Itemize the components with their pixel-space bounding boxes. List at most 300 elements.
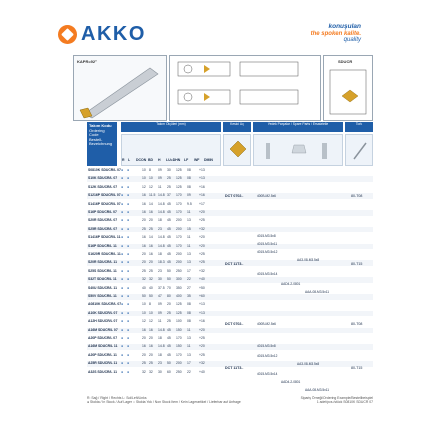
dim-value: +16: [199, 184, 205, 189]
ordering-code: S20R SDUCR/L 11: [88, 260, 117, 265]
dim-value: 08: [187, 184, 191, 189]
dim-value: 11: [187, 210, 191, 214]
insert-group-3: DCT 0702..: [225, 322, 244, 326]
dim-value: 11.5: [149, 193, 156, 198]
insert-position-icon: [324, 56, 372, 120]
dim-value: 11: [187, 243, 191, 248]
dim-value: 200: [176, 226, 182, 231]
dim-value: 10: [142, 176, 146, 181]
dim-value: 16: [149, 344, 153, 349]
dim-value: 15: [187, 226, 191, 231]
dim-value: 170: [176, 193, 182, 198]
stock-dot-icon: ●: [127, 260, 130, 265]
dim-value: 45: [167, 235, 171, 240]
dim-value: 125: [176, 302, 182, 307]
dim-value: 125: [176, 184, 182, 189]
table-row: [87, 235, 373, 241]
dim-value: 16: [149, 252, 153, 256]
stock-dot-icon: ●: [127, 302, 130, 307]
dim-value: 11: [187, 344, 191, 349]
dim-value: 09: [158, 168, 162, 172]
dim-value: 45: [167, 352, 171, 357]
dim-value: +16: [199, 319, 205, 324]
ordering-code: A20P SDUCR/L 07: [88, 336, 118, 340]
ordering-de: Bestell-Bezeichnung: [89, 136, 113, 147]
stock-dot-icon: ●: [121, 226, 124, 231]
dim-value: 70: [167, 285, 171, 290]
dim-value: 25: [167, 319, 171, 324]
spare-part: 400B-M2.5x6: [257, 194, 276, 198]
dim-value: 20: [149, 260, 153, 265]
dim-value: +25: [199, 336, 205, 340]
dim-value: 16: [142, 344, 146, 349]
stock-dot-icon: ●: [127, 193, 130, 198]
parts-header: Yedek Parçalar / Spare Parts / Ersatzteile: [253, 122, 343, 132]
stock-dot-icon: ●: [121, 369, 124, 374]
torque-group-3: 80-T08: [351, 322, 363, 326]
dim-value: 35: [187, 294, 191, 298]
ordering-code: S20R SDUCR/L 07: [88, 218, 118, 223]
footer-example-2: 1 adet/pcs./stück S0810K SDUCR 07: [316, 400, 373, 404]
dim-value: 12: [142, 319, 146, 324]
insert-group-4: DCT 11T3..: [225, 366, 244, 370]
spare-part: AA3-08-M3.5x8: [297, 362, 320, 366]
dim-value: 13: [187, 352, 191, 357]
insert-header: Kesici Uç: [223, 122, 251, 132]
dim-value: 14.8: [158, 193, 165, 198]
dim-value: 45: [167, 344, 171, 349]
spare-part: AAD4-2-0801: [281, 282, 301, 286]
kapr-label: KAPR=92°: [77, 59, 97, 64]
table-row: [87, 286, 373, 292]
dim-value: 8: [149, 168, 151, 172]
dim-value: 14: [149, 201, 153, 206]
brand-name: AKKO: [81, 23, 146, 45]
stock-dot-icon: ●: [121, 319, 124, 324]
dim-value: 16: [149, 243, 153, 248]
ordering-code: S50V SDUCR/L 11: [88, 294, 117, 298]
dim-value: +25: [199, 260, 205, 265]
spare-part: 4015-M3.5x8: [257, 344, 276, 348]
dim-value: 14.8: [158, 201, 165, 206]
insert-group-1: DCT 0702..: [225, 194, 244, 198]
stock-dot-icon: ●: [127, 252, 130, 256]
dim-value: 08: [187, 319, 191, 324]
stock-dot-icon: ●: [127, 210, 130, 214]
torque-group-2: 80-T15: [351, 262, 363, 266]
stock-dot-icon: ●: [121, 193, 124, 198]
table-row: [87, 302, 373, 308]
dim-value: 25: [142, 268, 146, 273]
dim-value: 125: [176, 176, 182, 181]
dim-value: 10: [142, 310, 146, 315]
stock-dot-icon: ●: [127, 218, 130, 223]
spare-part: 4015-M3.5x8: [257, 234, 276, 238]
dim-value: 23: [158, 361, 162, 366]
table-row: [87, 370, 373, 376]
dim-value: 25: [142, 361, 146, 366]
dim-value: +40: [199, 277, 205, 282]
dim-value: 200: [176, 361, 182, 366]
ordering-code: S1620R SDUCR/L 11: [88, 252, 121, 256]
stock-dot-icon: ●: [121, 294, 124, 298]
tagline-line3: quality: [343, 37, 361, 43]
dim-value: 23: [158, 226, 162, 231]
ordering-code: A10K SDUCR/L 07: [88, 310, 118, 315]
dim-value: 350: [176, 285, 182, 290]
dim-value: +16: [199, 193, 205, 198]
table-row: [87, 311, 373, 317]
stock-dot-icon: ●: [121, 310, 124, 315]
spare-parts-icon: [254, 135, 344, 167]
dim-value: 20: [142, 336, 146, 340]
dim-value: +60: [199, 294, 205, 298]
dim-value: +50: [199, 285, 205, 290]
stock-dot-icon: ●: [121, 336, 124, 340]
dim-value: 170: [176, 352, 182, 357]
dim-value: 09: [158, 310, 162, 315]
ordering-code: S40U SDUCR/L 11: [88, 285, 117, 290]
dim-value: 14: [149, 235, 153, 240]
stock-dot-icon: ●: [121, 184, 124, 189]
col-lu: LU=DHN: [166, 158, 181, 162]
col-dcon: DCON: [136, 158, 147, 162]
stock-dot-icon: ●: [121, 176, 124, 181]
ordering-code: S16P SDUCR/L 11: [88, 243, 117, 248]
dim-value: 20: [142, 218, 146, 223]
stock-dot-icon: ●: [127, 369, 130, 374]
dim-value: 8: [149, 302, 151, 307]
spare-part: AAA-08-M3.5x11: [305, 290, 330, 294]
dim-value: 12: [149, 319, 153, 324]
tool-drawing: [169, 55, 321, 121]
spare-part: 4015-M3.5x12: [257, 354, 278, 358]
dim-value: +13: [199, 310, 205, 315]
dim-value: 60: [167, 369, 171, 374]
ordering-code: S25R SDUCR/L 07: [88, 226, 118, 231]
ordering-code: A16M SDUCR/L 11: [88, 344, 118, 349]
col-h: H: [158, 158, 161, 162]
ordering-code: S1416P SDUCR/L 11: [88, 235, 121, 240]
dim-value: 200: [176, 260, 182, 265]
boring-bar-icon: [74, 56, 166, 120]
dim-value: 32: [142, 277, 146, 282]
stock-dot-icon: ●: [127, 243, 130, 248]
ordering-code: S25S SDUCR/L 11: [88, 268, 117, 273]
stock-dot-icon: ●: [127, 226, 130, 231]
dim-value: 40: [149, 285, 153, 290]
dim-value: 22: [187, 369, 191, 374]
spare-part: 4015-M3.5x12: [257, 250, 278, 254]
ordering-code: S12K SDUCR/L 07: [88, 184, 118, 189]
dim-value: 32: [149, 369, 153, 374]
dim-value: 20: [149, 218, 153, 223]
dim-value: 50: [149, 294, 153, 298]
dim-value: 27: [187, 285, 191, 290]
dim-value: 14.8: [158, 344, 165, 349]
dim-value: +13: [199, 176, 205, 181]
dim-value: 45: [167, 201, 171, 206]
ordering-code: A20P SDUCR/L 11: [88, 352, 117, 357]
insert-diagram: [323, 55, 373, 121]
table-row: [87, 336, 373, 342]
brand-tagline: [311, 24, 361, 44]
col-r: R: [122, 158, 125, 162]
dim-value: 16: [142, 243, 146, 248]
table-row: [87, 294, 373, 300]
spare-part: AA3-08-M3.5x8: [297, 258, 320, 262]
dim-value: 300: [176, 277, 182, 282]
ordering-code: A25R SDUCR/L 11: [88, 361, 118, 366]
dim-value: +20: [199, 243, 205, 248]
footer-legend-1: R: Sağ / Right / Rechts L: Sol/Left/Links: [87, 396, 147, 400]
spare-part: AAD4-2-0801: [281, 380, 301, 384]
dim-value: 45: [167, 336, 171, 340]
dim-value: 170: [176, 201, 182, 206]
dim-value: 13: [187, 218, 191, 223]
stock-dot-icon: ●: [121, 268, 124, 273]
dim-value: 37: [167, 193, 171, 198]
dim-value: 45: [167, 226, 171, 231]
dim-value: 11: [187, 327, 191, 332]
dim-value: 25: [149, 361, 153, 366]
dim-value: 12: [149, 184, 153, 189]
dim-value: 150: [176, 327, 182, 332]
dim-value: 14.8: [158, 210, 165, 214]
torque-group-4: 80-T15: [351, 366, 363, 370]
table-row: [87, 244, 373, 250]
spare-part: 4015-M3.5x14: [257, 272, 278, 276]
dim-value: 45: [167, 260, 171, 265]
dim-value: 170: [176, 243, 182, 248]
dim-value: 22: [187, 277, 191, 282]
stock-dot-icon: ●: [121, 218, 124, 223]
stock-dot-icon: ●: [127, 235, 130, 240]
dim-value: 16: [149, 210, 153, 214]
stock-dot-icon: ●: [127, 285, 130, 290]
ordering-code-header: [87, 122, 117, 166]
col-wf: WF: [194, 158, 200, 162]
torque-header: Tork: [345, 122, 373, 132]
dim-value: 25: [149, 226, 153, 231]
stock-dot-icon: ●: [121, 168, 124, 172]
stock-dot-icon: ●: [121, 252, 124, 256]
dim-value: 45: [167, 210, 171, 214]
stock-dot-icon: ●: [127, 184, 130, 189]
dim-value: 12: [142, 184, 146, 189]
dim-value: 20: [149, 336, 153, 340]
table-row: [87, 252, 373, 258]
dim-value: 25: [167, 310, 171, 315]
table-row: [87, 202, 373, 208]
spare-part: AAA-08-M3.5x11: [305, 388, 330, 392]
stock-dot-icon: ●: [127, 294, 130, 298]
dim-value: 170: [176, 336, 182, 340]
stock-dot-icon: ●: [127, 168, 130, 172]
tool-images: [73, 55, 371, 119]
dim-value: 11: [187, 235, 191, 240]
col-lf: LF: [184, 158, 189, 162]
stock-dot-icon: ●: [121, 243, 124, 248]
table-row: [87, 269, 373, 275]
dim-value: 47: [158, 294, 162, 298]
stock-dot-icon: ●: [127, 319, 130, 324]
dim-value: 18: [158, 218, 162, 223]
dim-value: 20: [142, 352, 146, 357]
dim-value: +20: [199, 210, 205, 214]
dim-value: 30: [167, 168, 171, 172]
dim-value: 16: [149, 327, 153, 332]
dim-value: +32: [199, 361, 205, 366]
dim-value: 250: [176, 268, 182, 273]
product-table: [87, 122, 373, 392]
insert-group-2: DCT 11T3..: [225, 262, 244, 266]
dim-value: 13: [187, 336, 191, 340]
dim-value: 09: [158, 176, 162, 181]
ordering-code: A0810K SDUCR/L 07: [88, 302, 122, 307]
stock-dot-icon: ●: [121, 260, 124, 265]
stock-dot-icon: ●: [127, 344, 130, 349]
dim-value: 40: [142, 285, 146, 290]
stock-dot-icon: ●: [121, 277, 124, 282]
stock-dot-icon: ●: [127, 327, 130, 332]
dim-value: +13: [199, 302, 205, 307]
dim-value: 20: [167, 302, 171, 307]
dim-value: 10: [142, 168, 146, 172]
ordering-code: S1416P SDUCR/L 07: [88, 201, 121, 206]
dim-value: 25: [142, 226, 146, 231]
ordering-code: A12H SDUCR/L 07: [88, 319, 118, 324]
spare-part: 400B-M2.5x6: [257, 322, 276, 326]
stock-dot-icon: ●: [121, 235, 124, 240]
stock-dot-icon: ●: [121, 201, 124, 206]
dim-value: 18.3: [158, 260, 165, 265]
ordering-code: A32S SDUCR/L 11: [88, 369, 117, 374]
dim-value: 16: [142, 235, 146, 240]
dim-value: 45: [167, 243, 171, 248]
footer-example-1: Sipariş Örneği/Ordering Example/Bestellbeispiel: [300, 396, 373, 400]
dim-value: 10: [149, 176, 153, 181]
dim-value: +20: [199, 327, 205, 332]
dim-value: 170: [176, 210, 182, 214]
dim-value: 50: [167, 268, 171, 273]
dim-value: +25: [199, 252, 205, 256]
dim-value: 25: [167, 184, 171, 189]
table-row: [87, 344, 373, 350]
dim-value: 13: [187, 252, 191, 256]
dim-value: 17: [187, 361, 191, 366]
footer-example: [301, 396, 373, 404]
dim-value: 125: [176, 168, 182, 172]
dim-value: 23: [158, 268, 162, 273]
dim-value: 30: [158, 369, 162, 374]
dim-value: 32: [149, 277, 153, 282]
dim-value: 50: [167, 277, 171, 282]
dim-value: 20: [142, 260, 146, 265]
dim-value: 20: [149, 352, 153, 357]
ordering-code: A16M SDUCR/L 07: [88, 327, 118, 332]
dim-value: 25: [149, 268, 153, 273]
tagline-line2: the spoken kalite.: [310, 30, 361, 37]
dim-value: 11: [158, 319, 162, 324]
dim-value: 09: [187, 193, 191, 198]
stock-dot-icon: ●: [121, 302, 124, 307]
ordering-code: S10K SDUCR/L 07: [88, 176, 118, 181]
technical-drawing-icon: [170, 56, 320, 120]
dim-value: +25: [199, 352, 205, 357]
torque-subheader: [345, 134, 373, 166]
dim-value: 10: [149, 310, 153, 315]
dim-value: 125: [176, 310, 182, 315]
dim-value: +40: [199, 369, 205, 374]
ordering-code: S1216P SDUCR/L 07: [88, 193, 121, 198]
page-footer: [87, 396, 373, 404]
dim-value: 20: [142, 252, 146, 256]
dim-value: 17: [187, 268, 191, 273]
stock-dot-icon: ●: [127, 352, 130, 357]
dim-value: +13: [199, 168, 205, 172]
stock-dot-icon: ●: [127, 310, 130, 315]
dim-value: 14.8: [158, 243, 165, 248]
table-row: [87, 227, 373, 233]
dim-value: 50: [142, 294, 146, 298]
insert-subheader: [223, 134, 251, 166]
ordering-code: S0810K SDUCR/L 07: [88, 168, 121, 172]
table-row: [87, 210, 373, 216]
dim-value: 08: [187, 176, 191, 181]
dim-value: 25: [167, 176, 171, 181]
stock-dot-icon: ●: [121, 327, 124, 332]
table-row: [87, 185, 373, 191]
dim-value: +32: [199, 226, 205, 231]
dim-value: 16: [142, 193, 146, 198]
spare-part: 4015-M3.5x14: [257, 372, 278, 376]
dim-value: 08: [187, 302, 191, 307]
dim-value: 45: [167, 218, 171, 223]
stock-dot-icon: ●: [121, 285, 124, 290]
dim-value: 11: [158, 184, 162, 189]
col-bd: BD: [148, 158, 154, 162]
dim-value: 18: [158, 252, 162, 256]
table-row: [87, 176, 373, 182]
stock-dot-icon: ●: [127, 336, 130, 340]
dim-value: 10: [142, 302, 146, 307]
dims-header: Takım Ölçüleri (mm): [121, 122, 221, 132]
stock-dot-icon: ●: [121, 352, 124, 357]
dim-value: 30: [158, 277, 162, 282]
table-row: [87, 328, 373, 334]
stock-dot-icon: ●: [127, 268, 130, 273]
table-row: [87, 168, 373, 174]
dim-value: +17: [199, 201, 205, 206]
dim-value: 150: [176, 344, 182, 349]
stock-dot-icon: ●: [121, 210, 124, 214]
ordering-tr: Takım Kodu: [89, 123, 112, 128]
dim-value: 200: [176, 218, 182, 223]
dim-value: 45: [167, 327, 171, 332]
dim-value: 14.8: [158, 235, 165, 240]
stock-dot-icon: ●: [127, 277, 130, 282]
logo-mark-icon: [58, 25, 77, 44]
dim-value: +20: [199, 344, 205, 349]
dim-value: 50: [167, 361, 171, 366]
brand-logo: [58, 23, 146, 46]
dim-value: 170: [176, 235, 182, 240]
dim-value: 400: [176, 294, 182, 298]
col-l: L: [128, 158, 131, 162]
ordering-code: S32T SDUCR/L 11: [88, 277, 117, 282]
dim-value: 32: [142, 369, 146, 374]
